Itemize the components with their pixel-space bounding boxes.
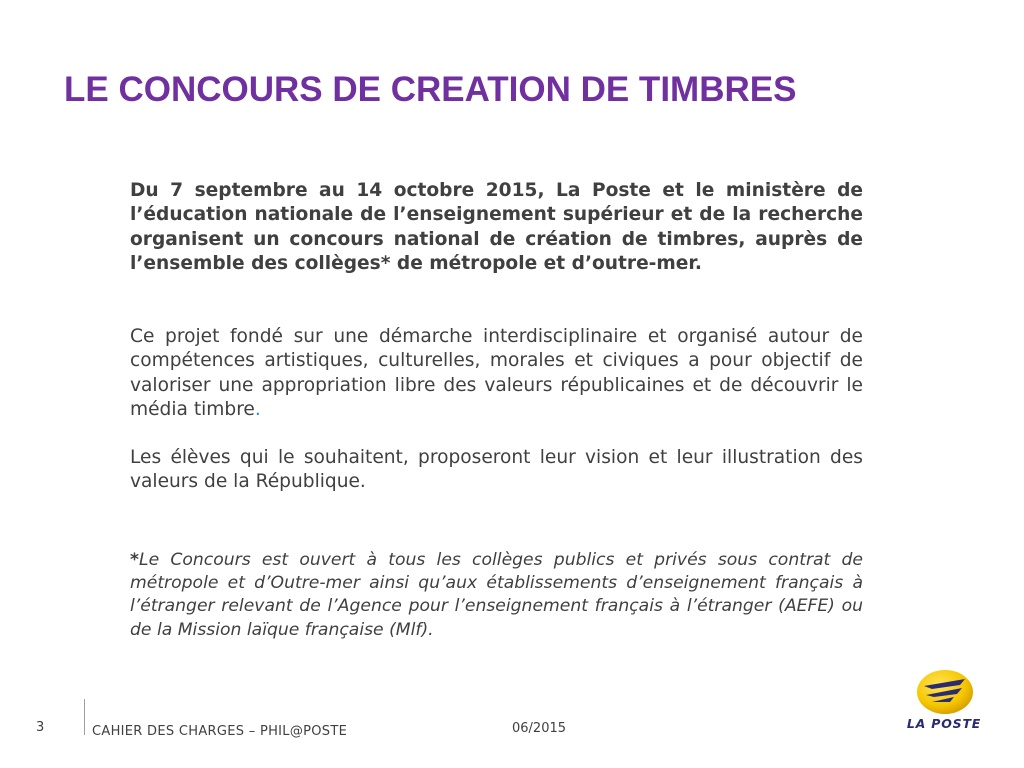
intro-paragraph: Du 7 septembre au 14 octobre 2015, La Poste et le ministère de l’éducation nationale de l’enseignement supérieur et de la recherche organisent un concours national de création de timbres, auprès de l’ensemble des collèges* de métropole et d’outre-mer.	[130, 180, 863, 275]
la-poste-wordmark: LA POSTE	[906, 716, 982, 731]
project-end-dot: .	[254, 399, 261, 421]
page-number: 3	[36, 720, 45, 735]
students-paragraph: Les élèves qui le souhaitent, proposeront leur vision et leur illustration des valeurs de la République.	[130, 447, 863, 493]
slide-title: LE CONCOURS DE CREATION DE TIMBRES	[64, 70, 797, 109]
project-text: Ce projet fondé sur une démarche interdisciplinaire et organisé autour de compétences artistiques, culturelles, morales et civiques a pour objectif de valoriser une appropriation libre des valeurs républicaines et de découvrir le média timbre	[130, 326, 863, 421]
project-paragraph	[130, 325, 863, 423]
footer-document-title: CAHIER DES CHARGES – PHIL@POSTE	[92, 724, 348, 739]
footnote-text: Le Concours est ouvert à tous les collèges publics et privés sous contrat de métropole et d’Outre-mer ainsi qu’aux établissements d’enseignement français à l’étranger relevant de l’Agence pour l’enseignement français à l’étranger (AEFE) ou de la Mission laïque française (Mlf).	[130, 550, 863, 640]
footer-date: 06/2015	[512, 721, 567, 736]
la-poste-logo	[902, 666, 986, 738]
footnote-star: *	[130, 550, 139, 570]
la-poste-bird-icon	[902, 666, 986, 718]
footnote-paragraph	[130, 549, 863, 642]
footer-divider	[84, 699, 85, 735]
